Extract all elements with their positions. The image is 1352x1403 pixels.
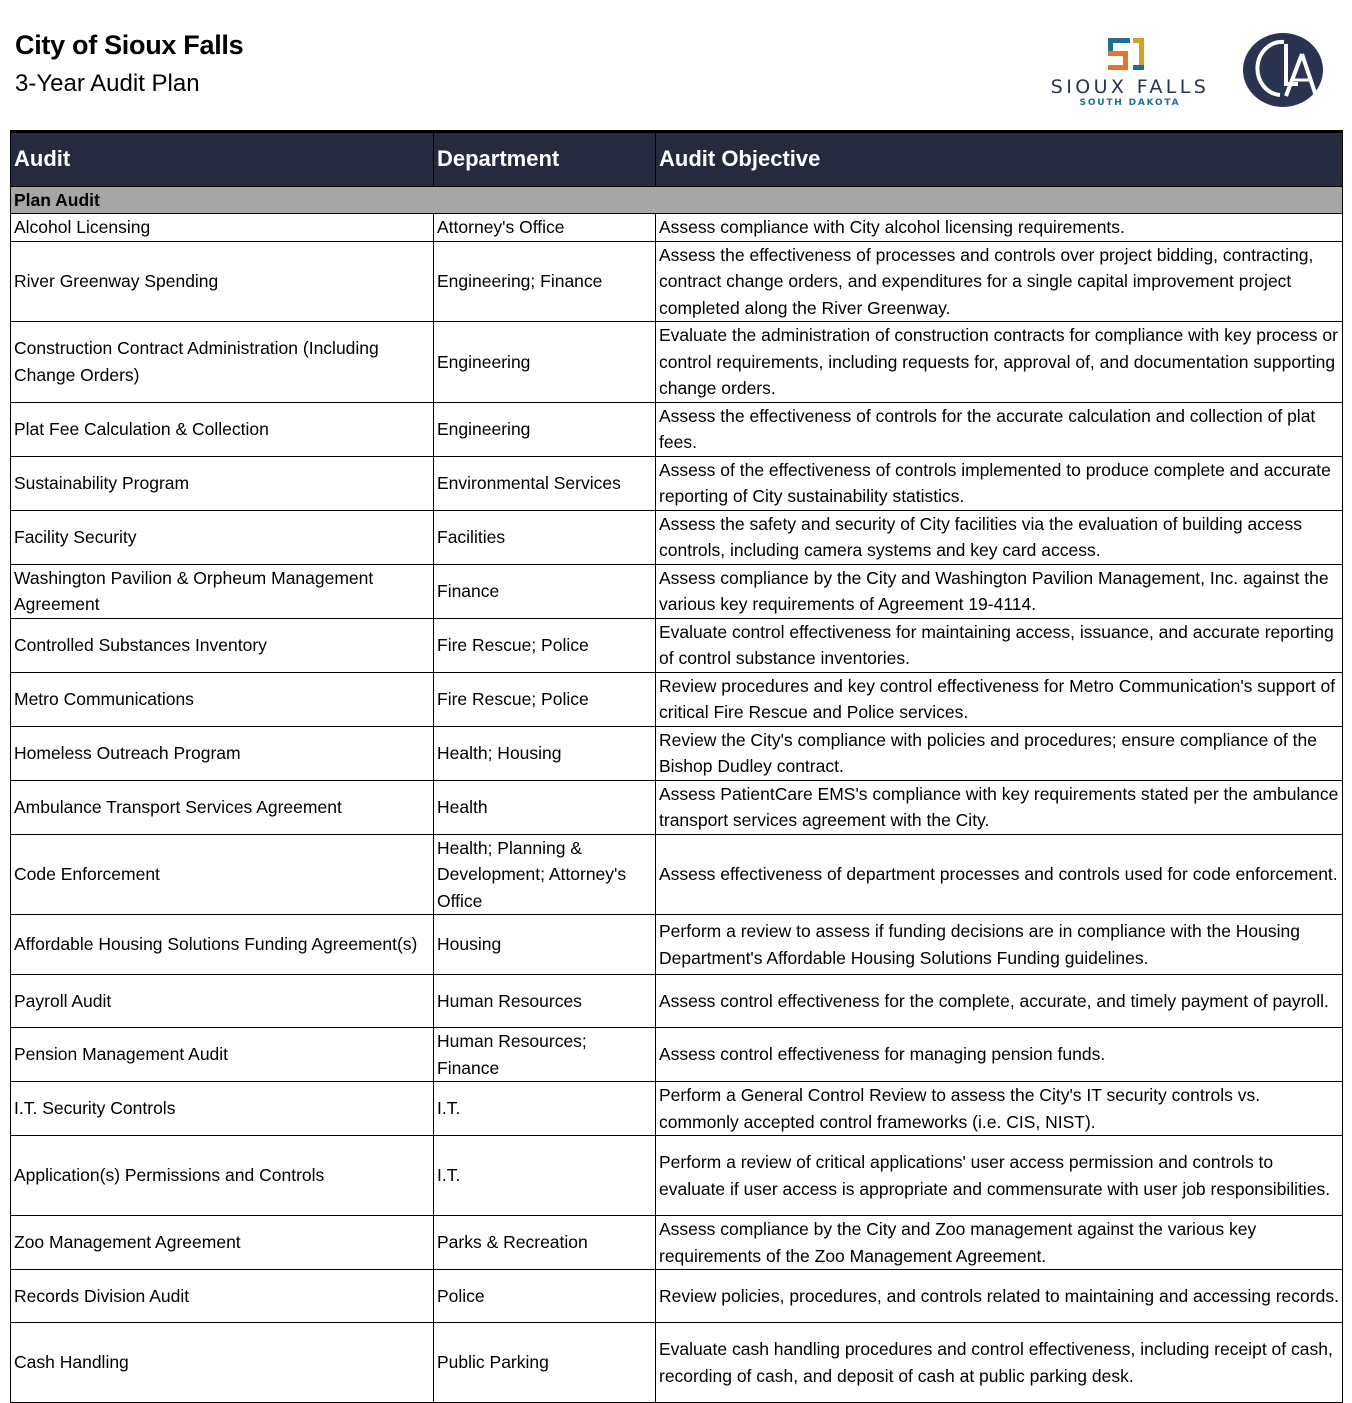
cell-department: Finance <box>434 564 656 618</box>
cell-audit: Records Division Audit <box>11 1270 434 1323</box>
cell-audit: Facility Security <box>11 510 434 564</box>
cell-audit: Controlled Substances Inventory <box>11 618 434 672</box>
table-row <box>11 402 1343 456</box>
page-subtitle: 3-Year Audit Plan <box>15 70 200 97</box>
cell-audit: Sustainability Program <box>11 456 434 510</box>
table-row <box>11 1082 1343 1136</box>
cell-objective: Perform a review of critical applications' user access permission and controls to evaluate if user access is appropriate and commensurate with user job responsibilities. <box>656 1136 1343 1216</box>
cell-objective: Assess the safety and security of City facilities via the evaluation of building access controls, including camera systems and key card access. <box>656 510 1343 564</box>
cell-audit: Code Enforcement <box>11 834 434 915</box>
section-label: Plan Audit <box>11 187 1343 214</box>
table-row <box>11 834 1343 915</box>
cell-objective: Review policies, procedures, and controls related to maintaining and accessing records. <box>656 1270 1343 1323</box>
cell-objective: Evaluate cash handling procedures and control effectiveness, including receipt of cash, recording of cash, and deposit of cash at public parking desk. <box>656 1323 1343 1403</box>
cell-department: Fire Rescue; Police <box>434 672 656 726</box>
table-row <box>11 780 1343 834</box>
cell-department: Parks & Recreation <box>434 1216 656 1270</box>
table-header-row <box>11 132 1343 187</box>
cell-department: Fire Rescue; Police <box>434 618 656 672</box>
cell-department: I.T. <box>434 1136 656 1216</box>
cell-audit: Alcohol Licensing <box>11 214 434 242</box>
table-row <box>11 975 1343 1028</box>
table-row <box>11 241 1343 322</box>
table-row <box>11 1270 1343 1323</box>
sioux-falls-mark-icon <box>1106 36 1146 72</box>
cell-department: Health; Housing <box>434 726 656 780</box>
cell-department: Human Resources <box>434 975 656 1028</box>
cell-department: Public Parking <box>434 1323 656 1403</box>
cell-department: Environmental Services <box>434 456 656 510</box>
cell-objective: Assess the effectiveness of processes and controls over project bidding, contracting, contract change orders, and expenditures for a single capital improvement project completed along the River Greenway. <box>656 241 1343 322</box>
cell-objective: Assess effectiveness of department processes and controls used for code enforcement. <box>656 834 1343 915</box>
cell-objective: Evaluate the administration of construction contracts for compliance with key process or control requirements, including requests for, approval of, and documentation supporting change orders. <box>656 322 1343 403</box>
cell-audit: I.T. Security Controls <box>11 1082 434 1136</box>
cell-audit: Construction Contract Administration (Including Change Orders) <box>11 322 434 403</box>
cell-audit: Ambulance Transport Services Agreement <box>11 780 434 834</box>
cell-objective: Assess of the effectiveness of controls implemented to produce complete and accurate reporting of City sustainability statistics. <box>656 456 1343 510</box>
cell-objective: Assess control effectiveness for managing pension funds. <box>656 1028 1343 1082</box>
table-row <box>11 564 1343 618</box>
cell-audit: Washington Pavilion & Orpheum Management Agreement <box>11 564 434 618</box>
cell-department: Health <box>434 780 656 834</box>
table-row <box>11 456 1343 510</box>
table-row <box>11 1323 1343 1403</box>
cell-audit: Zoo Management Agreement <box>11 1216 434 1270</box>
cell-objective: Assess the effectiveness of controls for the accurate calculation and collection of plat fees. <box>656 402 1343 456</box>
cell-objective: Review the City's compliance with policies and procedures; ensure compliance of the Bishop Dudley contract. <box>656 726 1343 780</box>
cell-objective: Review procedures and key control effectiveness for Metro Communication's support of critical Fire Rescue and Police services. <box>656 672 1343 726</box>
page-title: City of Sioux Falls <box>15 30 244 60</box>
audit-plan-table <box>10 130 1343 1403</box>
cell-objective: Perform a review to assess if funding decisions are in compliance with the Housing Department's Affordable Housing Solutions Funding guidelines. <box>656 915 1343 975</box>
cell-objective: Assess PatientCare EMS's compliance with key requirements stated per the ambulance transport services agreement with the City. <box>656 780 1343 834</box>
cell-audit: Payroll Audit <box>11 975 434 1028</box>
table-row <box>11 214 1343 242</box>
cell-department: I.T. <box>434 1082 656 1136</box>
table-row <box>11 618 1343 672</box>
cell-audit: Pension Management Audit <box>11 1028 434 1082</box>
cell-department: Engineering <box>434 402 656 456</box>
cell-department: Human Resources; Finance <box>434 1028 656 1082</box>
table-row <box>11 1216 1343 1270</box>
column-header-objective: Audit Objective <box>656 132 1343 187</box>
cell-department: Housing <box>434 915 656 975</box>
table-row <box>11 1028 1343 1082</box>
sioux-falls-wordmark: SIOUX FALLS <box>1050 76 1210 98</box>
cell-department: Facilities <box>434 510 656 564</box>
cell-department: Police <box>434 1270 656 1323</box>
cell-audit: Plat Fee Calculation & Collection <box>11 402 434 456</box>
column-header-department: Department <box>434 132 656 187</box>
table-row <box>11 726 1343 780</box>
cell-objective: Assess control effectiveness for the complete, accurate, and timely payment of payroll. <box>656 975 1343 1028</box>
cell-audit: River Greenway Spending <box>11 241 434 322</box>
page-header <box>0 0 1352 128</box>
sioux-falls-logo <box>1040 34 1220 114</box>
cell-audit: Affordable Housing Solutions Funding Agreement(s) <box>11 915 434 975</box>
south-dakota-label: SOUTH DAKOTA <box>1079 98 1181 108</box>
cell-objective: Evaluate control effectiveness for maintaining access, issuance, and accurate reporting of control substance inventories. <box>656 618 1343 672</box>
cla-logo-icon <box>1242 32 1326 108</box>
cell-audit: Application(s) Permissions and Controls <box>11 1136 434 1216</box>
section-row <box>11 187 1343 214</box>
cell-department: Health; Planning & Development; Attorney's Office <box>434 834 656 915</box>
cell-objective: Assess compliance by the City and Washington Pavilion Management, Inc. against the various key requirements of Agreement 19-4114. <box>656 564 1343 618</box>
cell-audit: Cash Handling <box>11 1323 434 1403</box>
table-row <box>11 510 1343 564</box>
table-row <box>11 322 1343 403</box>
cell-department: Attorney's Office <box>434 214 656 242</box>
cell-audit: Metro Communications <box>11 672 434 726</box>
cell-objective: Perform a General Control Review to assess the City's IT security controls vs. commonly accepted control frameworks (i.e. CIS, NIST). <box>656 1082 1343 1136</box>
column-header-audit: Audit <box>11 132 434 187</box>
table-row <box>11 915 1343 975</box>
cell-objective: Assess compliance with City alcohol licensing requirements. <box>656 214 1343 242</box>
cell-objective: Assess compliance by the City and Zoo management against the various key requirements of the Zoo Management Agreement. <box>656 1216 1343 1270</box>
cell-department: Engineering; Finance <box>434 241 656 322</box>
table-row <box>11 1136 1343 1216</box>
cell-department: Engineering <box>434 322 656 403</box>
table-row <box>11 672 1343 726</box>
cell-audit: Homeless Outreach Program <box>11 726 434 780</box>
